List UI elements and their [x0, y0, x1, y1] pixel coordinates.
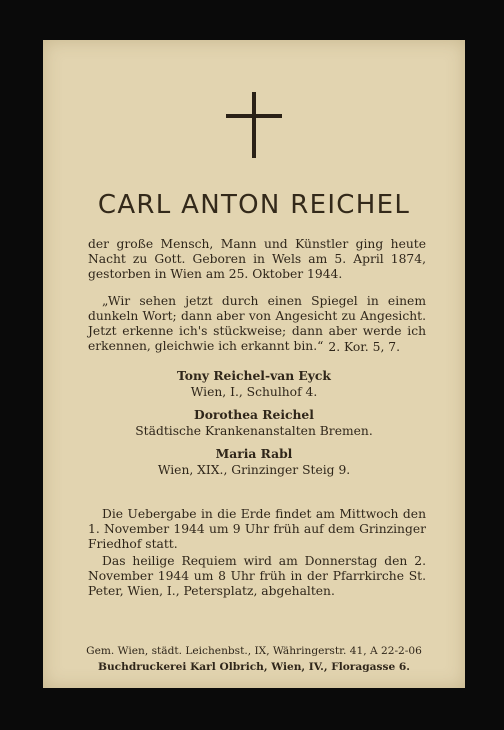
mourner-address: Wien, I., Schulhof 4. [190, 385, 318, 399]
burial-paragraph: Die Uebergabe in die Erde findet am Mittwoch den 1. November 1944 um 9 Uhr früh auf dem Grinzinger Friedhof statt. [88, 507, 426, 551]
funeral-office-line: Gem. Wien, städt. Leichenbst., IX, Währingerstr. 41, A 22-2-06 [86, 645, 422, 657]
cross-horizontal-bar [226, 114, 282, 118]
mourner-address: Städtische Krankenanstalten Bremen. [135, 424, 373, 438]
quote-reference: 2. Kor. 5, 7. [328, 340, 400, 354]
mourner-name: Dorothea Reichel [194, 407, 314, 422]
intro-paragraph: der große Mensch, Mann und Künstler ging heute Nacht zu Gott. Geboren in Wels am 5. April 1874, gestorben in Wien am 25. Oktober 1944. [88, 237, 426, 281]
mourner-name: Maria Rabl [215, 446, 293, 461]
cross-icon [226, 92, 282, 158]
requiem-paragraph: Das heilige Requiem wird am Donnerstag den 2. November 1944 um 8 Uhr früh in der Pfarrkirche St. Peter, Wien, I., Petersplatz, abgehalten. [88, 554, 426, 598]
obituary-notice [43, 40, 465, 688]
bible-quote: „Wir sehen jetzt durch einen Spiegel in einem dunkeln Wort; dann aber von Angesicht zu Angesicht. Jetzt erkenne ich's stückweise; dann aber werde ich erkennen, gleichwie ich erkannt bin.“ [88, 294, 426, 353]
printer-line: Buchdruckerei Karl Olbrich, Wien, IV., Floragasse 6. [98, 661, 410, 673]
mourner-block [43, 368, 465, 400]
cross-vertical-bar [252, 92, 256, 158]
mourner-name: Tony Reichel-van Eyck [177, 368, 331, 383]
deceased-name: CARL ANTON REICHEL [97, 190, 411, 220]
mourner-block [43, 407, 465, 439]
mourner-address: Wien, XIX., Grinzinger Steig 9. [157, 463, 351, 477]
mourner-block [43, 446, 465, 478]
